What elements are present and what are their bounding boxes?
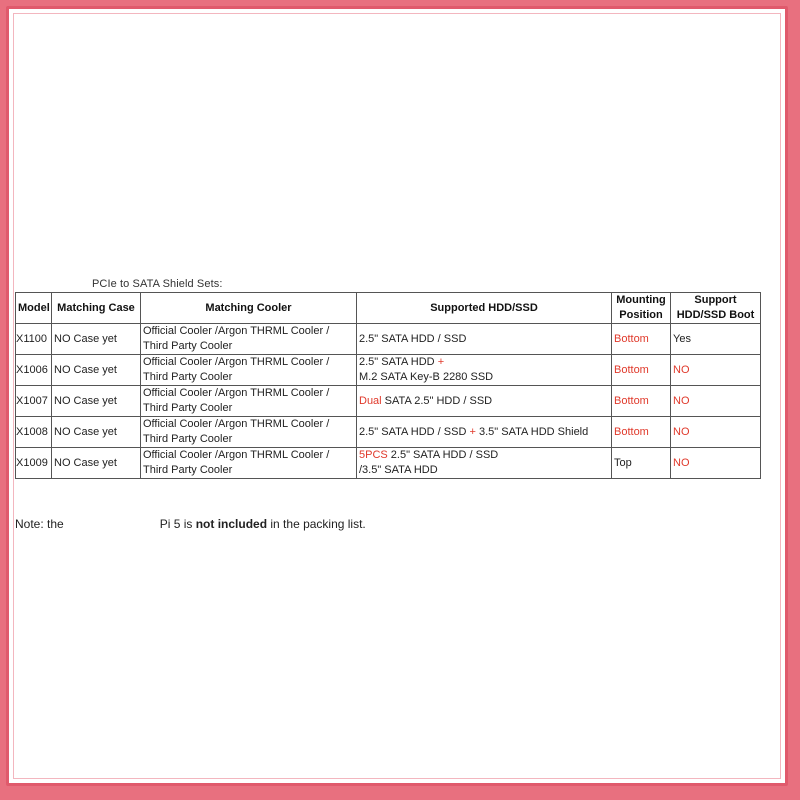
cell-case: NO Case yet xyxy=(52,417,141,448)
cell-model: X1100 xyxy=(16,324,52,355)
cell-position: Top xyxy=(612,448,671,479)
cell-hdd xyxy=(357,417,612,448)
hdd-plus: + xyxy=(437,356,445,368)
section-title: PCIe to SATA Shield Sets: xyxy=(92,278,223,290)
hdd-text: SATA 2.5" HDD / SSD xyxy=(381,394,493,407)
hdd-text: 2.5" SATA HDD / SSD xyxy=(359,332,467,345)
header-mounting-position xyxy=(612,293,671,324)
hdd-text: 2.5" SATA HDD xyxy=(359,356,438,368)
header-supported-hdd-ssd: Supported HDD/SSD xyxy=(357,293,612,324)
cell-boot: NO xyxy=(671,355,761,386)
header-matching-cooler: Matching Cooler xyxy=(141,293,357,324)
cell-position: Bottom xyxy=(612,324,671,355)
cell-position: Bottom xyxy=(612,355,671,386)
note-suffix: in the packing list. xyxy=(267,517,366,531)
cell-hdd xyxy=(357,448,612,479)
cooler-line1: Official Cooler /Argon THRML Cooler / xyxy=(143,325,330,337)
hdd-highlight: 5PCS xyxy=(359,449,388,461)
header-boot-line1: Support xyxy=(694,294,737,306)
cell-hdd xyxy=(357,355,612,386)
note-bold: not included xyxy=(195,517,268,531)
cell-boot: NO xyxy=(671,448,761,479)
cooler-line1: Official Cooler /Argon THRML Cooler / xyxy=(143,449,330,461)
hdd-plus: + xyxy=(469,425,476,438)
cell-case: NO Case yet xyxy=(52,324,141,355)
cell-hdd xyxy=(357,324,612,355)
cell-case: NO Case yet xyxy=(52,448,141,479)
cell-model: X1008 xyxy=(16,417,52,448)
cell-hdd xyxy=(357,386,612,417)
cooler-line2: Third Party Cooler xyxy=(143,433,233,445)
note-middle: Pi 5 is xyxy=(159,517,196,531)
cell-model: X1006 xyxy=(16,355,52,386)
cell-position: Bottom xyxy=(612,417,671,448)
cell-model: X1007 xyxy=(16,386,52,417)
hdd-text: 2.5" SATA HDD / SSD xyxy=(359,425,470,438)
cell-cooler xyxy=(141,324,357,355)
cell-cooler xyxy=(141,448,357,479)
cooler-line1: Official Cooler /Argon THRML Cooler / xyxy=(143,387,330,399)
header-matching-case: Matching Case xyxy=(52,293,141,324)
shield-specs-table xyxy=(15,292,761,479)
cell-cooler xyxy=(141,417,357,448)
note-prefix: Note: the xyxy=(15,517,64,531)
cell-boot: NO xyxy=(671,417,761,448)
table-row xyxy=(16,355,761,386)
header-model: Model xyxy=(16,293,52,324)
table-header-row xyxy=(16,293,761,324)
hdd-highlight: Dual xyxy=(359,394,382,407)
cooler-line2: Third Party Cooler xyxy=(143,464,233,476)
hdd-text: 2.5" SATA HDD / SSD xyxy=(387,449,499,461)
header-mounting-line2: Position xyxy=(619,309,663,321)
hdd-text-cont: 3.5" SATA HDD Shield xyxy=(475,425,589,438)
cell-cooler xyxy=(141,355,357,386)
cooler-line2: Third Party Cooler xyxy=(143,340,233,352)
image-frame xyxy=(6,6,788,786)
cooler-line1: Official Cooler /Argon THRML Cooler / xyxy=(143,356,330,368)
cell-boot: Yes xyxy=(671,324,761,355)
table-row xyxy=(16,417,761,448)
cooler-line2: Third Party Cooler xyxy=(143,371,233,383)
hdd-text-line2: M.2 SATA Key-B 2280 SSD xyxy=(359,371,494,383)
cell-case: NO Case yet xyxy=(52,386,141,417)
header-mounting-line1: Mounting xyxy=(616,294,666,306)
packing-note xyxy=(15,517,366,531)
table-row xyxy=(16,324,761,355)
cooler-line1: Official Cooler /Argon THRML Cooler / xyxy=(143,418,330,430)
cell-position: Bottom xyxy=(612,386,671,417)
hdd-text-line2: /3.5" SATA HDD xyxy=(359,464,438,476)
cooler-line2: Third Party Cooler xyxy=(143,402,233,414)
header-boot-line2: HDD/SSD Boot xyxy=(676,309,755,321)
table-row xyxy=(16,448,761,479)
cell-boot: NO xyxy=(671,386,761,417)
cell-cooler xyxy=(141,386,357,417)
header-support-boot xyxy=(671,293,761,324)
cell-case: NO Case yet xyxy=(52,355,141,386)
table-row xyxy=(16,386,761,417)
cell-model: X1009 xyxy=(16,448,52,479)
